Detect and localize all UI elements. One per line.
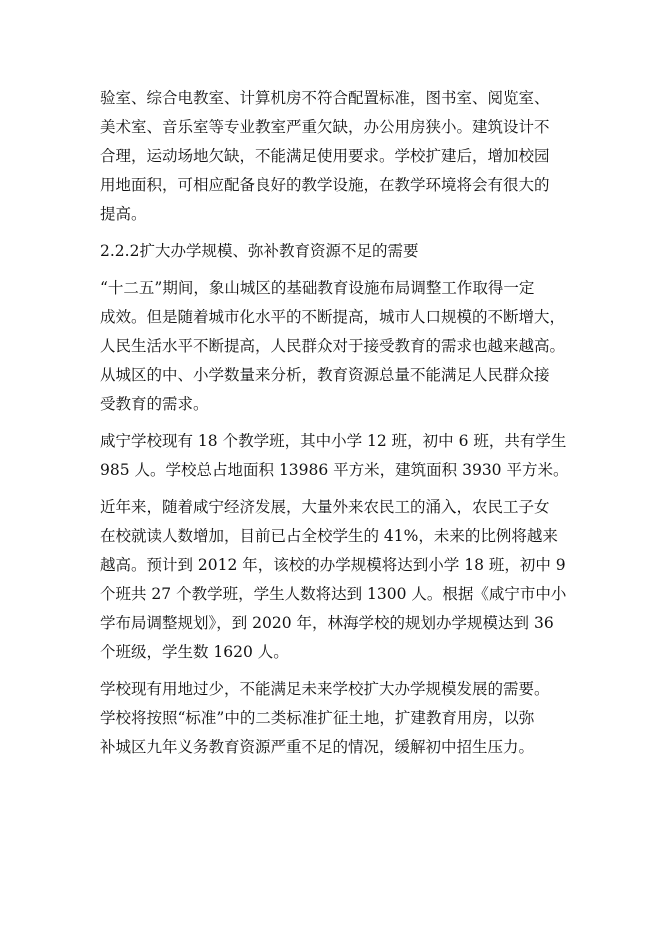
paragraph-recent-years	[100, 493, 566, 667]
document-page	[100, 84, 569, 770]
text-line: 补城区九年义务教育资源严重不足的情况，缓解初中招生压力。	[100, 738, 535, 756]
text-line: 个班共 27 个教学班，学生人数将达到 1300 人。根据《咸宁市中小	[100, 585, 567, 603]
text-line: 985 人。学校总占地面积 13986 平方米，建筑面积 3930 平方米。	[100, 461, 569, 479]
text-line: 成效。但是随着城市化水平的不断提高，城市人口规模的不断增大，	[100, 308, 566, 326]
text-line: 咸宁学校现有 18 个教学班，其中小学 12 班，初中 6 班，共有学生	[100, 432, 567, 450]
paragraph-twelfth-five-year	[100, 274, 566, 419]
text-line: “十二五”期间，象山城区的基础教育设施布局调整工作取得一定	[100, 279, 535, 297]
text-line: 提高。	[100, 205, 147, 223]
paragraph-land-expansion	[100, 675, 566, 762]
text-line: 受教育的需求。	[100, 395, 209, 413]
text-line: 人民生活水平不断提高，人民群众对于接受教育的需求也越来越高。	[100, 337, 566, 355]
text-line: 学校将按照“标准”中的二类标准扩征土地，扩建教育用房，以弥	[100, 709, 535, 727]
text-line: 学校现有用地过少，不能满足未来学校扩大办学规模发展的需要。	[100, 680, 550, 698]
text-line: 在校就读人数增加，目前已占全校学生的 41%，未来的比例将越来	[100, 527, 558, 545]
text-line: 美术室、音乐室等专业教室严重欠缺，办公用房狭小。建筑设计不	[100, 118, 550, 136]
text-line: 越高。预计到 2012 年，该校的办学规模将达到小学 18 班，初中 9	[100, 556, 566, 574]
text-line: 学布局调整规划》，到 2020 年，林海学校的规划办学规模达到 36	[100, 614, 554, 632]
section-heading: 2.2.2扩大办学规模、弥补教育资源不足的需要	[100, 242, 419, 260]
text-line: 合理，运动场地欠缺，不能满足使用要求。学校扩建后，增加校园	[100, 147, 550, 165]
text-line: 验室、综合电教室、计算机房不符合配置标准，图书室、阅览室、	[100, 89, 550, 107]
text-line: 从城区的中、小学数量来分析，教育资源总量不能满足人民群众接	[100, 366, 550, 384]
paragraph-school-stats	[100, 427, 569, 485]
paragraph-facilities	[100, 84, 566, 229]
text-line: 用地面积，可相应配备良好的教学设施，在教学环境将会有很大的	[100, 176, 550, 194]
text-line: 近年来，随着咸宁经济发展，大量外来农民工的涌入，农民工子女	[100, 498, 550, 516]
text-line: 个班级，学生数 1620 人。	[100, 643, 289, 661]
